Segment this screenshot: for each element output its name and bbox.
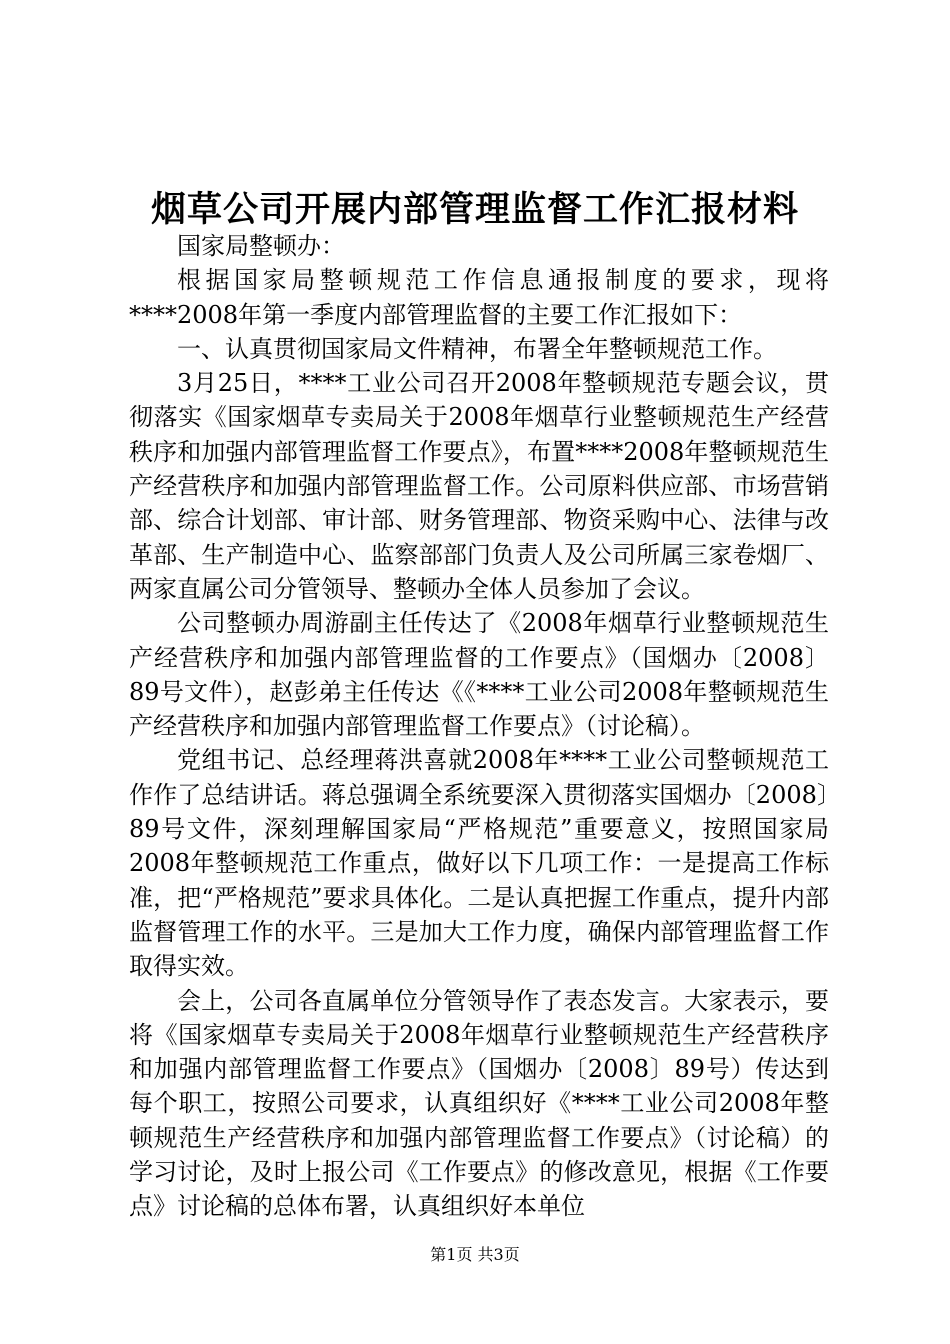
paragraph-statements: 会上，公司各直属单位分管领导作了表态发言。大家表示，要将《国家烟草专卖局关于2008年烟草行业整顿规范生产经营秩序和加强内部管理监督工作要点》（国烟办〔2008〕89号）传达到每个职工，按照公司要求，认真组织好《****工业公司2008年整顿规范生产经营秩序和加强内部管理监督工作要点》（讨论稿）的学习讨论，及时上报公司《工作要点》的修改意见，根据《工作要点》讨论稿的总体布署，认真组织好本单位 — [129, 986, 829, 1221]
section-heading-1: 一、认真贯彻国家局文件精神，布署全年整顿规范工作。 — [177, 334, 777, 363]
document-body — [129, 229, 829, 1224]
paragraph-conveyance: 公司整顿办周游副主任传达了《2008年烟草行业整顿规范生产经营秩序和加强内部管理监督的工作要点》（国烟办〔2008〕89号文件），赵彭弟主任传达《《****工业公司2008年整顿规范生产经营秩序和加强内部管理监督工作要点》（讨论稿）。 — [129, 609, 829, 741]
document-title: 烟草公司开展内部管理监督工作汇报材料 — [150, 189, 799, 230]
page-number-footer: 第1页 共3页 — [430, 1245, 520, 1264]
paragraph-meeting: 3月25日，****工业公司召开2008年整顿规范专题会议，贯彻落实《国家烟草专卖局关于2008年烟草行业整顿规范生产经营秩序和加强内部管理监督工作要点》，布置****2008年整顿规范生产经营秩序和加强内部管理监督工作。公司原料供应部、市场营销部、综合计划部、审计部、财务管理部、物资采购中心、法律与改革部、生产制造中心、监察部部门负责人及公司所属三家卷烟厂、两家直属公司分管领导、整顿办全体人员参加了会议。 — [129, 369, 829, 603]
paragraph-intro: 根据国家局整顿规范工作信息通报制度的要求，现将****2008年第一季度内部管理监督的主要工作汇报如下： — [129, 266, 829, 329]
salutation: 国家局整顿办： — [177, 232, 345, 260]
paragraph-speech: 党组书记、总经理蒋洪喜就2008年****工业公司整顿规范工作作了总结讲话。蒋总强调全系统要深入贯彻落实国烟办〔2008〕89号文件，深刻理解国家局“严格规范”重要意义，按照国家局2008年整顿规范工作重点，做好以下几项工作：一是提高工作标准，把“严格规范”要求具体化。二是认真把握工作重点，提升内部监督管理工作的水平。三是加大工作力度，确保内部管理监督工作取得实效。 — [129, 746, 829, 981]
